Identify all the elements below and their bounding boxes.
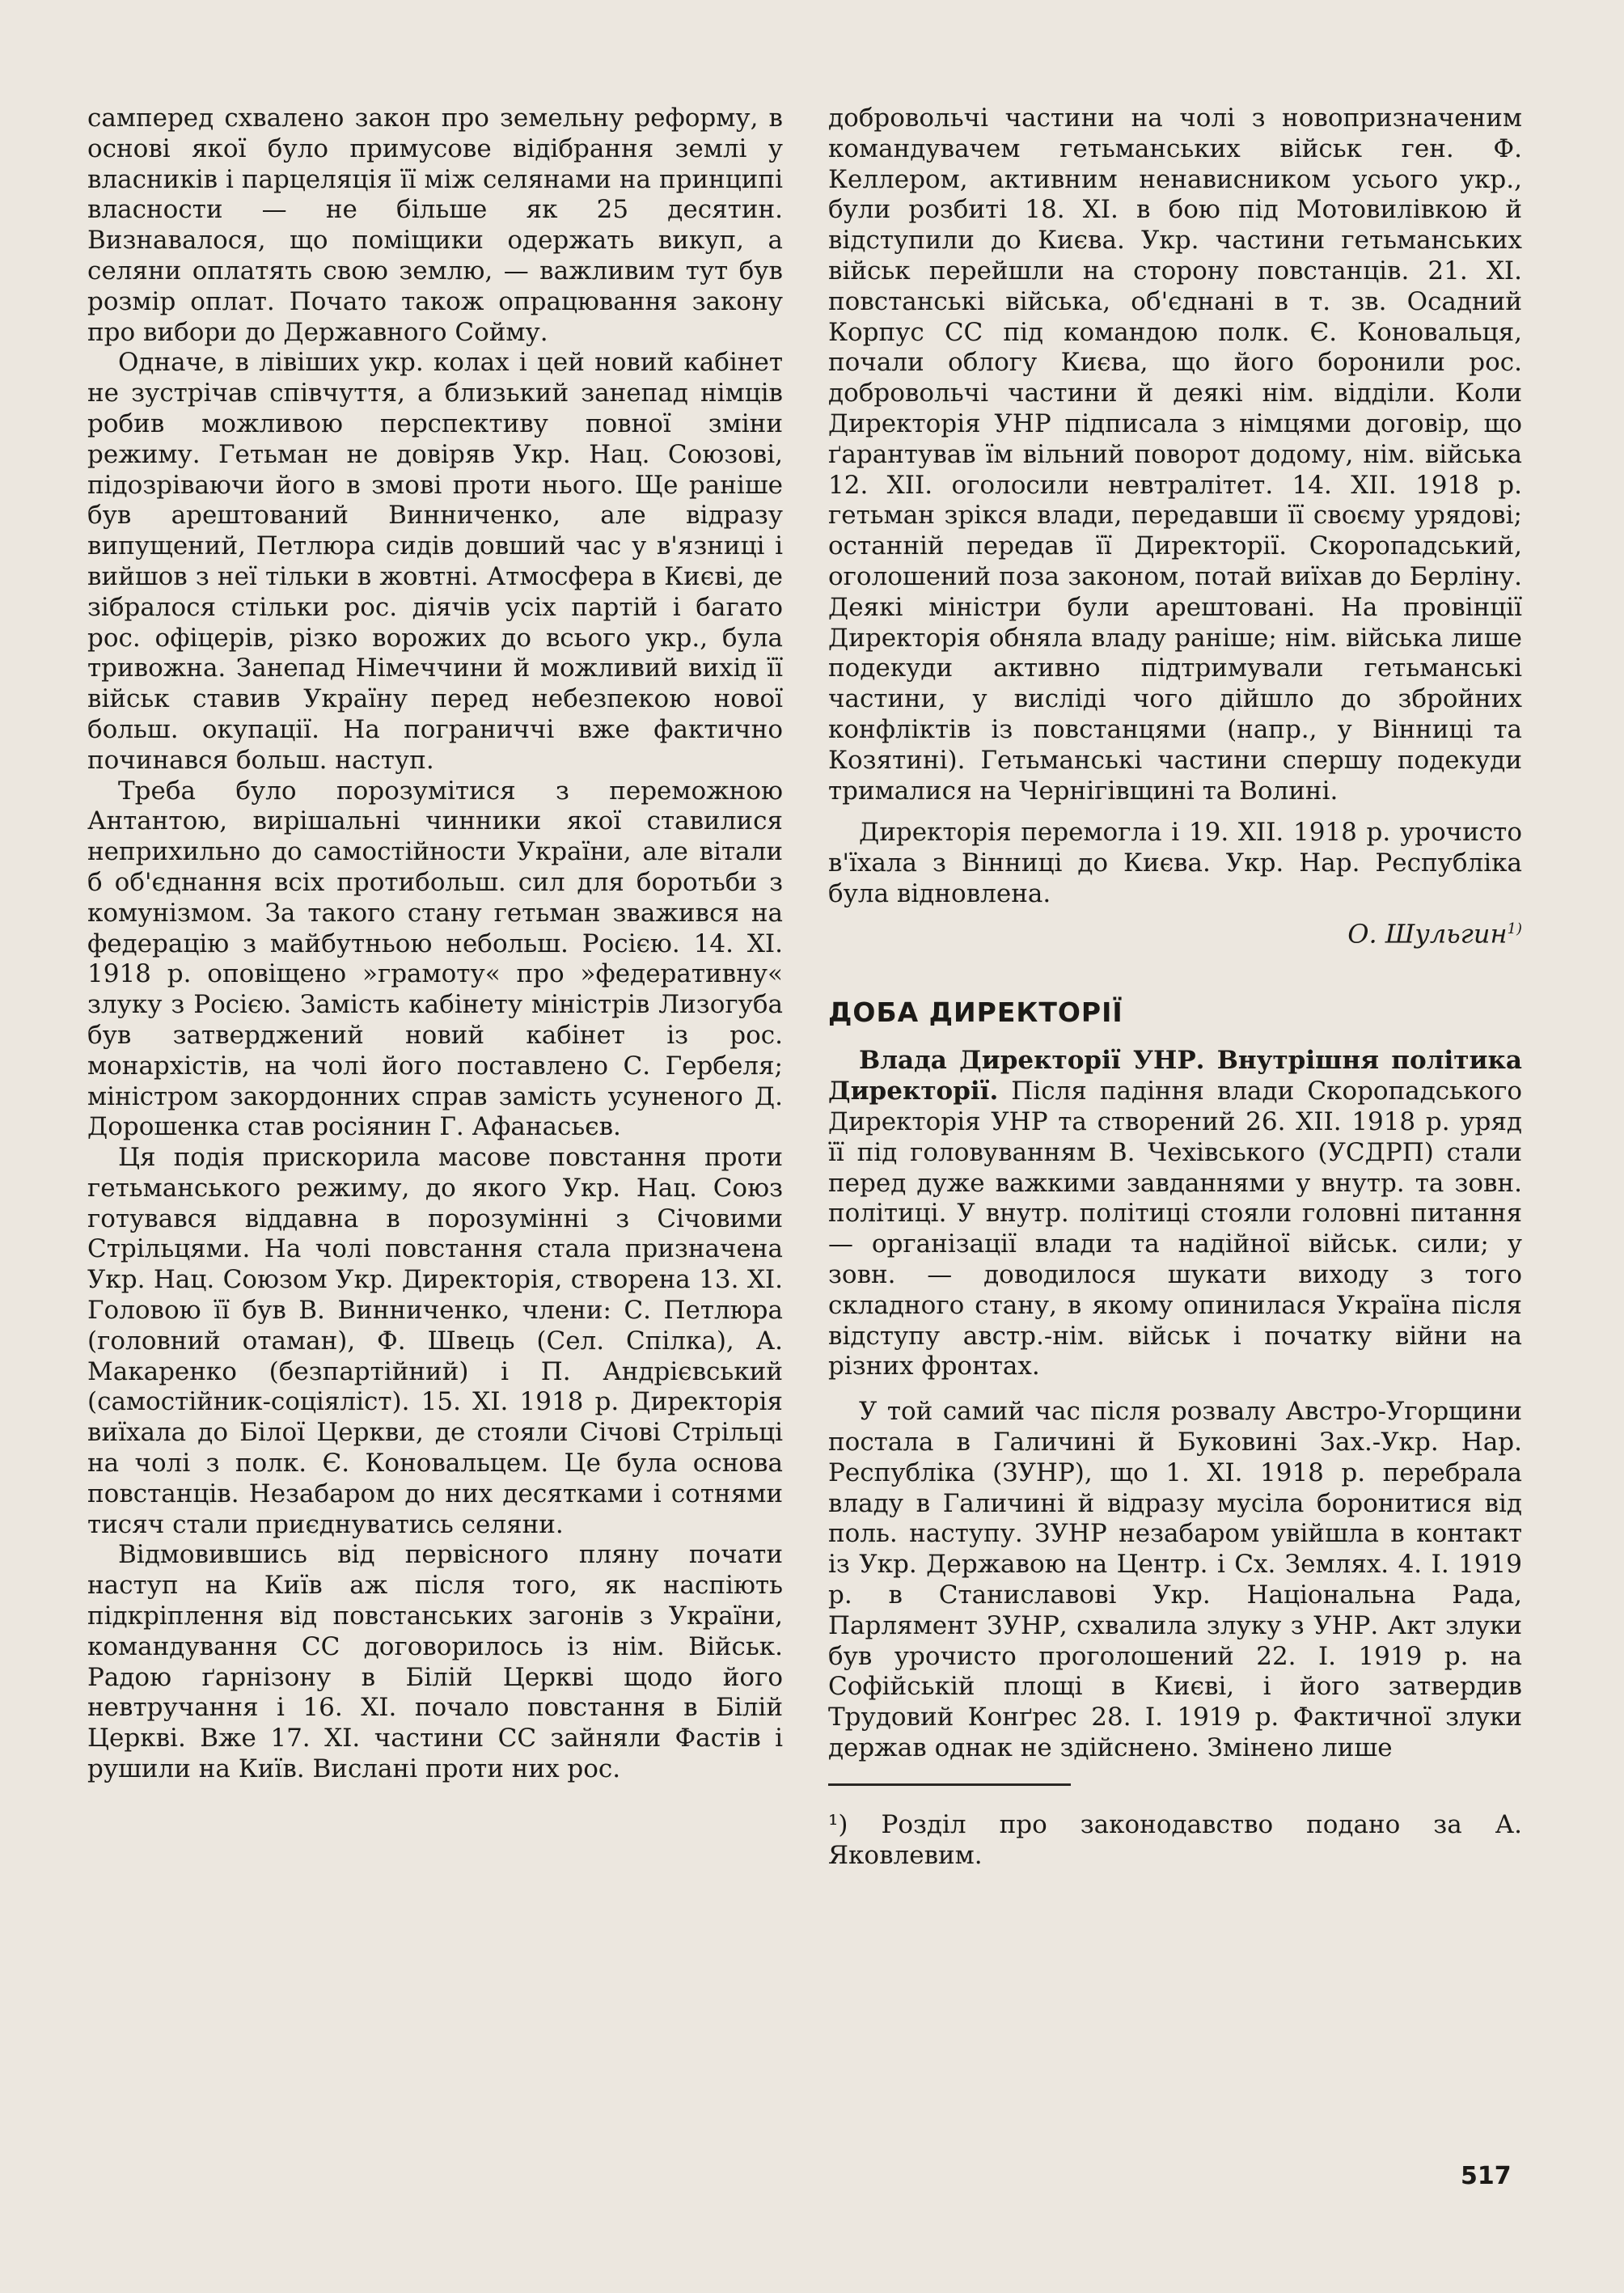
paragraph: Одначе, в лівіших укр. колах і цей новий кабінет не зустрічав співчуття, а близький занепад німців робив можливою перспективу повної зміни режиму. Гетьман не довіряв Укр. Нац. Союзові, підозріваючи його в змові проти нього. Ще раніше був арештований Винниченко, але відразу випущений, Петлюра сидів довший час у в'язниці і вийшов з неї тільки в жовтні. Атмосфера в Києві, де зібралося стільки рос. діячів усіх партій і багато рос. офіцерів, різко ворожих до всього укр., була тривожна. Занепад Німеччини й можливий вихід її військ ставив Україну перед небезпекою нової больш. окупації. На пограниччі вже фактично починався больш. наступ. [87, 348, 783, 775]
footnote: ¹) Розділ про законодавство подано за А. Яковлевим. [828, 1809, 1522, 1870]
right-column [828, 104, 1522, 1871]
footnote-mark: 1) [1507, 920, 1522, 937]
subsection-run-in-title: Влада Директорії УНР. Внутрішня політика Директорії. [828, 1046, 1522, 1106]
page-number: 517 [1461, 2162, 1512, 2190]
left-column [87, 104, 783, 1785]
paragraph: У той самий час після розвалу Австро-Угорщини постала в Галичині й Буковині Зах.-Укр. Нар. Республіка (ЗУНР), що 1. XI. 1918 р. перебрала владу в Галичині й відразу мусіла боронитися від поль. наступу. ЗУНР незабаром увійшла в контакт із Укр. Державою на Центр. і Сх. Землях. 4. I. 1919 р. в Станиславові Укр. Національна Рада, Парлямент ЗУНР, схвалила злуку з УНР. Акт злуки був урочисто проголошений 22. I. 1919 р. на Софійській площі в Києві, і його затвердив Трудовий Конґрес 28. I. 1919 р. Фактичної злуки держав однак не здійснено. Змінено лише [828, 1397, 1522, 1762]
section-heading: ДОБА ДИРЕКТОРІЇ [828, 996, 1123, 1029]
author-signature [828, 913, 1522, 950]
paragraph-text: Після падіння влади Скоропадського Директорія УНР та створений 26. XII. 1918 р. уряд її під головуванням В. Чехівського (УСДРП) стали перед дуже важкими завданнями у внутр. та зовн. політиці. У внутр. політиці стояли головні питання — організації влади та надійної військ. сили; у зовн. — доводилося шукати виходу з того складного стану, в якому опинилася Україна після відступу австр.-нім. військ і початку війни на різних фронтах. [828, 1077, 1522, 1381]
paragraph: добровольчі частини на чолі з новопризначеним командувачем гетьманських військ ген. Ф. Келлером, активним ненависником усього укр., були розбиті 18. XI. в бою під Мотовилівкою й відступили до Києва. Укр. частини гетьманських військ перейшли на сторону повстанців. 21. XI. повстанські війська, об'єднані в т. зв. Осадний Корпус СС під командою полк. Є. Коновальця, почали облогу Києва, що його боронили рос. добровольчі частини й деякі нім. відділи. Коли Директорія УНР підписала з німцями договір, що ґарантував їм вільний поворот додому, нім. війська 12. XII. оголосили невтралітет. 14. XII. 1918 р. гетьман зрікся влади, передавши її своєму урядові; останній передав її Директорії. Скоропадський, оголошений поза законом, потай виїхав до Берліну. Деякі міністри були арештовані. На провінції Директорія обняла владу раніше; нім. війська лише подекуди активно підтримували гетьманські частини, у висліді чого дійшло до збройних конфліктів із повстанцями (напр., у Вінниці та Козятині). Гетьманські частини спершу подекуди трималися на Чернігівщині та Волині. [828, 104, 1522, 806]
paragraph: самперед схвалено закон про земельну реформу, в основі якої було примусове відібрання землі у власників і парцеляція її між селянами на принципі власности — не більше як 25 десятин. Визнавалося, що поміщики одержать викуп, а селяни оплатять свою землю, — важливим тут був розмір оплат. Почато також опрацювання закону про вибори до Державного Сойму. [87, 104, 783, 347]
paragraph: Директорія перемогла і 19. XII. 1918 р. урочисто в'їхала з Вінниці до Києва. Укр. Нар. Республіка була відновлена. [828, 818, 1522, 908]
paragraph: Відмовившись від первісного пляну почати наступ на Київ аж після того, як наспіють підкріплення від повстанських загонів з України, командування СС договорилось із нім. Військ. Радою ґарнізону в Білій Церкві щодо його невтручання і 16. XI. почало повстання в Білій Церкві. Вже 17. XI. частини СС зайняли Фастів і рушили на Київ. Вислані проти них рос. [87, 1540, 783, 1784]
footnote-divider [828, 1783, 1071, 1786]
paragraph: Ця подія прискорила масове повстання проти гетьманського режиму, до якого Укр. Нац. Союз готувався віддавна в порозумінні з Січовими Стрільцями. На чолі повстання стала призначена Укр. Нац. Союзом Укр. Директорія, створена 13. XI. Головою її був В. Винниченко, члени: С. Петлюра (головний отаман), Ф. Швець (Сел. Спілка), А. Макаренко (безпартійний) і П. Андрієвський (самостійник-соціяліст). 15. XI. 1918 р. Директорія виїхала до Білої Церкви, де стояли Січові Стрільці на чолі з полк. Є. Коновальцем. Це була основа повстанців. Незабаром до них десятками і сотнями тисяч стали приєднуватись селяни. [87, 1143, 783, 1539]
paragraph [828, 1046, 1522, 1382]
author-name: О. Шульгин [1347, 918, 1508, 950]
paragraph: Треба було порозумітися з переможною Антантою, вирішальні чинники якої ставилися неприхильно до самостійности України, але вітали б об'єднання всіх протибольш. сил для боротьби з комунізмом. За такого стану гетьман зважився на федерацію з майбутньою небольш. Росією. 14. XI. 1918 р. оповіщено »грамоту« про »федеративну« злуку з Росією. Замість кабінету міністрів Лизогуба був затверджений новий кабінет із рос. монархістів, на чолі його поставлено С. Гербеля; міністром закордонних справ замість усуненого Д. Дорошенка став росіянин Г. Афанасьєв. [87, 776, 783, 1142]
